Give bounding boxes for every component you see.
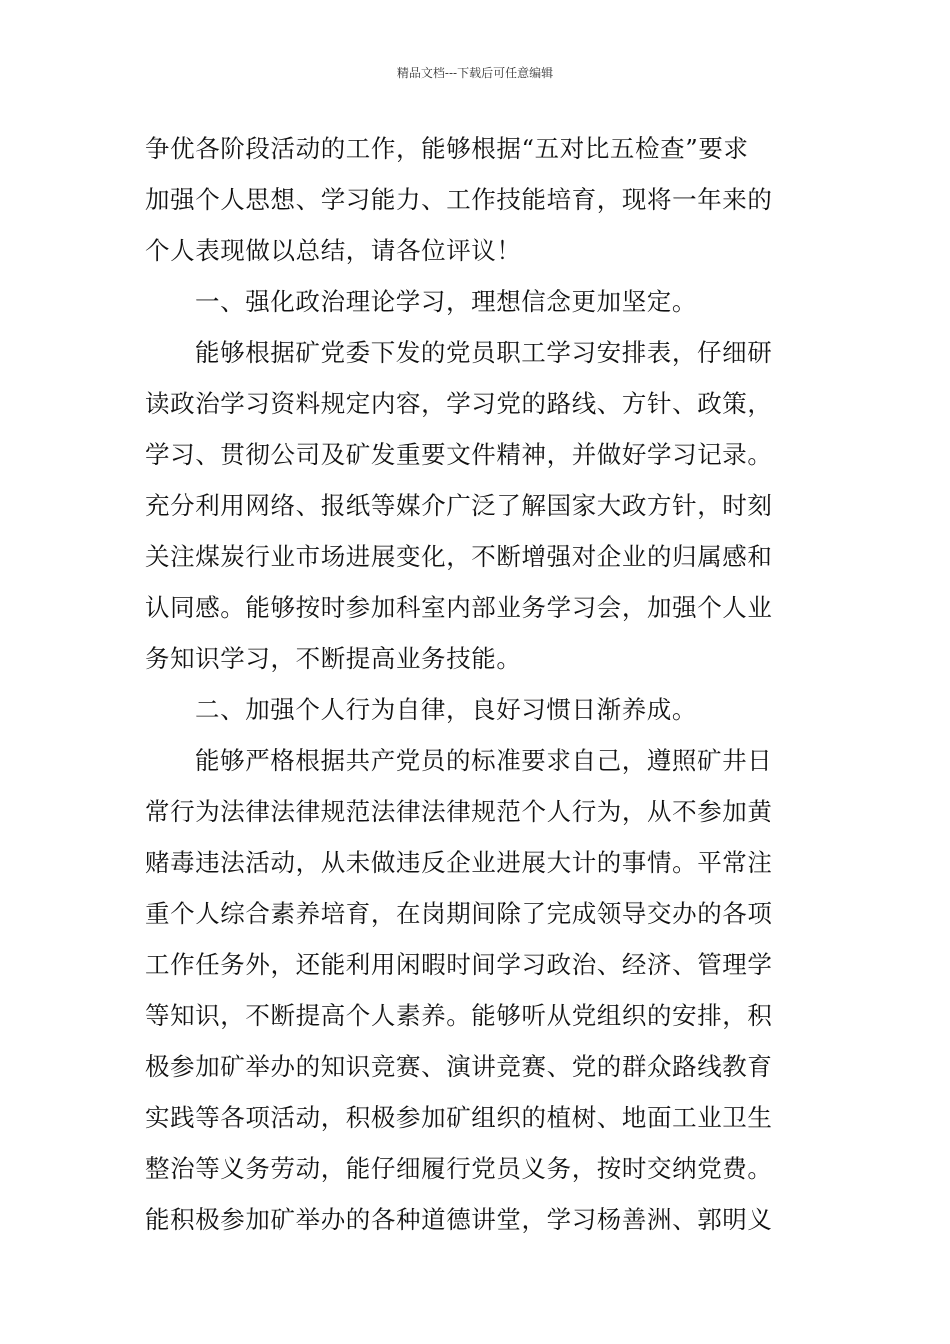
body-line: 争优各阶段活动的工作，能够根据“五对比五检查”要求: [145, 134, 749, 163]
body-line: 加强个人思想、学习能力、工作技能培育，现将一年来的: [145, 185, 773, 214]
document-body: [145, 123, 825, 1245]
section-heading-1: 一、强化政治理论学习，理想信念更加坚定。: [195, 287, 697, 316]
body-line: 重个人综合素养培育，在岗期间除了完成领导交办的各项: [145, 899, 773, 928]
body-line: 个人表现做以总结，请各位评议！: [145, 236, 522, 265]
body-line: 认同感。能够按时参加科室内部业务学习会，加强个人业: [145, 593, 773, 622]
body-line: 能积极参加矿举办的各种道德讲堂，学习杨善洲、郭明义: [145, 1205, 773, 1234]
body-line: 工作任务外，还能利用闲暇时间学习政治、经济、管理学: [145, 950, 773, 979]
body-line: 读政治学习资料规定内容，学习党的路线、方针、政策，: [145, 389, 773, 418]
body-line: 能够严格根据共产党员的标准要求自己，遵照矿井日: [195, 746, 773, 775]
body-line: 常行为法律法律规范法律法律规范个人行为，从不参加黄: [145, 797, 773, 826]
body-line: 充分利用网络、报纸等媒介广泛了解国家大政方针，时刻: [145, 491, 773, 520]
body-line: 关注煤炭行业市场进展变化，不断增强对企业的归属感和: [145, 542, 773, 571]
section-heading-2: 二、加强个人行为自律，良好习惯日渐养成。: [195, 695, 697, 724]
body-line: 赌毒违法活动，从未做违反企业进展大计的事情。平常注: [145, 848, 773, 877]
body-line: 实践等各项活动，积极参加矿组织的植树、地面工业卫生: [145, 1103, 773, 1132]
body-line: 学习、贯彻公司及矿发重要文件精神，并做好学习记录。: [145, 440, 773, 469]
page-header: 精品文档---下载后可任意编辑: [396, 66, 554, 80]
body-line: 务知识学习，不断提高业务技能。: [145, 644, 522, 673]
body-line: 整治等义务劳动，能仔细履行党员义务，按时交纳党费。: [145, 1154, 773, 1183]
body-line: 能够根据矿党委下发的党员职工学习安排表，仔细研: [195, 338, 773, 367]
body-line: 极参加矿举办的知识竞赛、演讲竞赛、党的群众路线教育: [145, 1052, 773, 1081]
body-line: 等知识，不断提高个人素养。能够听从党组织的安排，积: [145, 1001, 773, 1030]
